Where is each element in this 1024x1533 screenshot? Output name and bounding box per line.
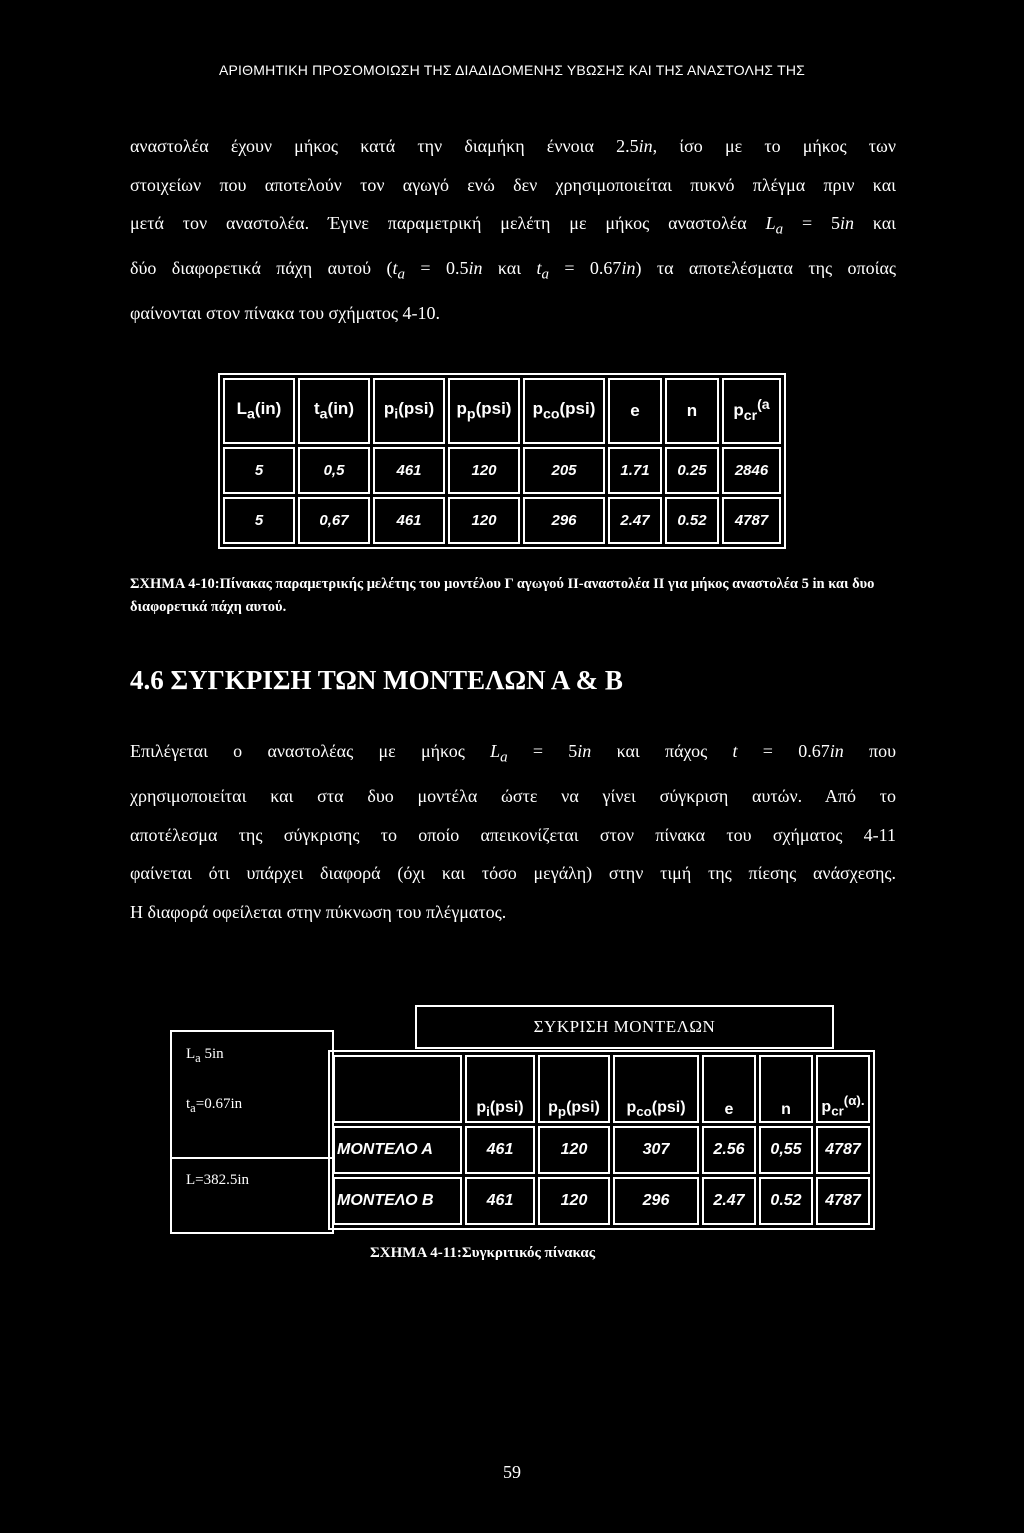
cell: 5 xyxy=(223,497,295,544)
table-row xyxy=(223,447,781,494)
cell: 2846 xyxy=(722,447,781,494)
header-cell xyxy=(333,1055,462,1123)
cell: 0,5 xyxy=(298,447,370,494)
comparison-table-title: ΣΥΚΡΙΣΗ ΜΟΝΤΕΛΩΝ xyxy=(415,1005,834,1049)
cell: 0,67 xyxy=(298,497,370,544)
cell: 1.71 xyxy=(608,447,662,494)
cell: 205 xyxy=(523,447,605,494)
cell: 4787 xyxy=(722,497,781,544)
para2-line-4: φαίνεται ότι υπάρχει διαφορά (όχι και τόσο μεγάλη) στην τιμή της πίεσης ανάσχεσης. xyxy=(130,863,896,884)
header-cell: $p_{co}(psi)$ xyxy=(613,1055,699,1123)
intro-paragraph xyxy=(130,127,896,333)
para2-line-1: Επιλέγεται ο αναστολέας με μήκος $L_a = 5in$ και πάχος t = 0.67in που xyxy=(130,741,897,766)
cell: 0.52 xyxy=(759,1177,813,1225)
cell: 0.52 xyxy=(665,497,719,544)
header-cell: $p_p(psi)$ xyxy=(538,1055,610,1123)
table-header-row xyxy=(333,1055,870,1123)
table-header-row xyxy=(223,378,781,444)
header-cell: $t_a(in)$ xyxy=(298,378,370,444)
header-cell: $p_i(psi)$ xyxy=(465,1055,535,1123)
model-parameters-box xyxy=(170,1030,334,1234)
cell: 296 xyxy=(523,497,605,544)
para2-line-3: αποτέλεσμα της σύγκρισης το οποίο απεικονίζεται στον πίνακα του σχήματος 4-11 xyxy=(130,824,896,845)
cell: 461 xyxy=(465,1177,535,1225)
header-cell: $p_{cr}^{(\alpha).}$ xyxy=(816,1055,870,1123)
figure-caption-4-11: ΣΧΗΜΑ 4-11:Συγκριτικός πίνακας xyxy=(370,1245,596,1261)
cell: 4787 xyxy=(816,1177,870,1225)
header-cell: e xyxy=(702,1055,756,1123)
figure-caption-4-10: ΣΧΗΜΑ 4-10:Πίνακας παραμετρικής μελέτης του μοντέλου Γ αγωγού ΙΙ-αναστολέα ΙΙ για μήκος αναστολέα 5 in και δυο διαφορετικά πάχη αυτού. xyxy=(130,576,875,615)
header-cell: n xyxy=(665,378,719,444)
cell: 296 xyxy=(613,1177,699,1225)
cell: 120 xyxy=(538,1126,610,1174)
header-cell: n xyxy=(759,1055,813,1123)
la-label: $L_a$ 5in xyxy=(186,1046,224,1065)
header-cell: $L_a(in)$ xyxy=(223,378,295,444)
intro-line-1: αναστολέα έχουν μήκος κατά την διαμήκη έννοια 2.5in, ίσο με το μήκος των xyxy=(130,136,896,156)
cell: 5 xyxy=(223,447,295,494)
cell: 2.47 xyxy=(702,1177,756,1225)
parametric-study-table xyxy=(218,373,786,549)
model-name-cell: ΜΟΝΤΕΛΟ Α xyxy=(333,1126,462,1174)
page-number: 59 xyxy=(503,1462,521,1482)
table-row xyxy=(333,1126,870,1174)
cell: 120 xyxy=(538,1177,610,1225)
section-title: 4.6 ΣΥΓΚΡΙΣΗ ΤΩΝ ΜΟΝΤΕΛΩΝ Α & Β xyxy=(130,665,623,695)
para2-line-2: χρησιμοποιείται και στα δυο μοντέλα ώστε να γίνει σύγκριση αυτών. Από το xyxy=(130,786,896,807)
cell: 4787 xyxy=(816,1126,870,1174)
l-label: L=382.5in xyxy=(186,1172,250,1188)
model-name-cell: ΜΟΝΤΕΛΟ Β xyxy=(333,1177,462,1225)
cell: 461 xyxy=(373,497,445,544)
header-cell: $p_{cr}^{(a}$ xyxy=(722,378,781,444)
header-cell: $p_p(psi)$ xyxy=(448,378,520,444)
table-row xyxy=(223,497,781,544)
comparison-paragraph xyxy=(130,732,896,931)
comparison-table xyxy=(328,1050,875,1230)
intro-line-3: μετά τον αναστολέα. Έγινε παραμετρική μελέτη με μήκος αναστολέα $L_a = 5in$ και xyxy=(130,213,897,238)
cell: 2.47 xyxy=(608,497,662,544)
running-header: ΑΡΙΘΜΗΤΙΚΗ ΠΡΟΣΟΜΟΙΩΣΗ ΤΗΣ ΔΙΑΔΙΔΟΜΕΝΗΣ ΥΒΩΣΗΣ ΚΑΙ ΤΗΣ ΑΝΑΣΤΟΛΗΣ ΤΗΣ xyxy=(218,62,806,78)
cell: 120 xyxy=(448,447,520,494)
cell: 2.56 xyxy=(702,1126,756,1174)
intro-line-5: φαίνονται στον πίνακα του σχήματος 4-10. xyxy=(130,303,441,324)
cell: 461 xyxy=(465,1126,535,1174)
header-cell: e xyxy=(608,378,662,444)
header-cell: $p_{co}(psi)$ xyxy=(523,378,605,444)
para2-line-5: Η διαφορά οφείλεται στην πύκνωση του πλέγματος. xyxy=(130,901,507,922)
divider xyxy=(172,1157,332,1159)
header-cell: $p_i(psi)$ xyxy=(373,378,445,444)
intro-line-2: στοιχείων που αποτελούν τον αγωγό ενώ δεν χρησιμοποιείται πυκνό πλέγμα πριν και xyxy=(130,174,896,195)
intro-line-4: δύο διαφορετικά πάχη αυτού ($t_a = 0.5in$ και $t_a = 0.67in$) τα αποτελέσματα της οποίας xyxy=(130,258,897,283)
ta-label: $t_a=0.67in$ xyxy=(186,1096,243,1115)
cell: 0.25 xyxy=(665,447,719,494)
table-row xyxy=(333,1177,870,1225)
cell: 120 xyxy=(448,497,520,544)
cell: 0,55 xyxy=(759,1126,813,1174)
cell: 461 xyxy=(373,447,445,494)
cell: 307 xyxy=(613,1126,699,1174)
